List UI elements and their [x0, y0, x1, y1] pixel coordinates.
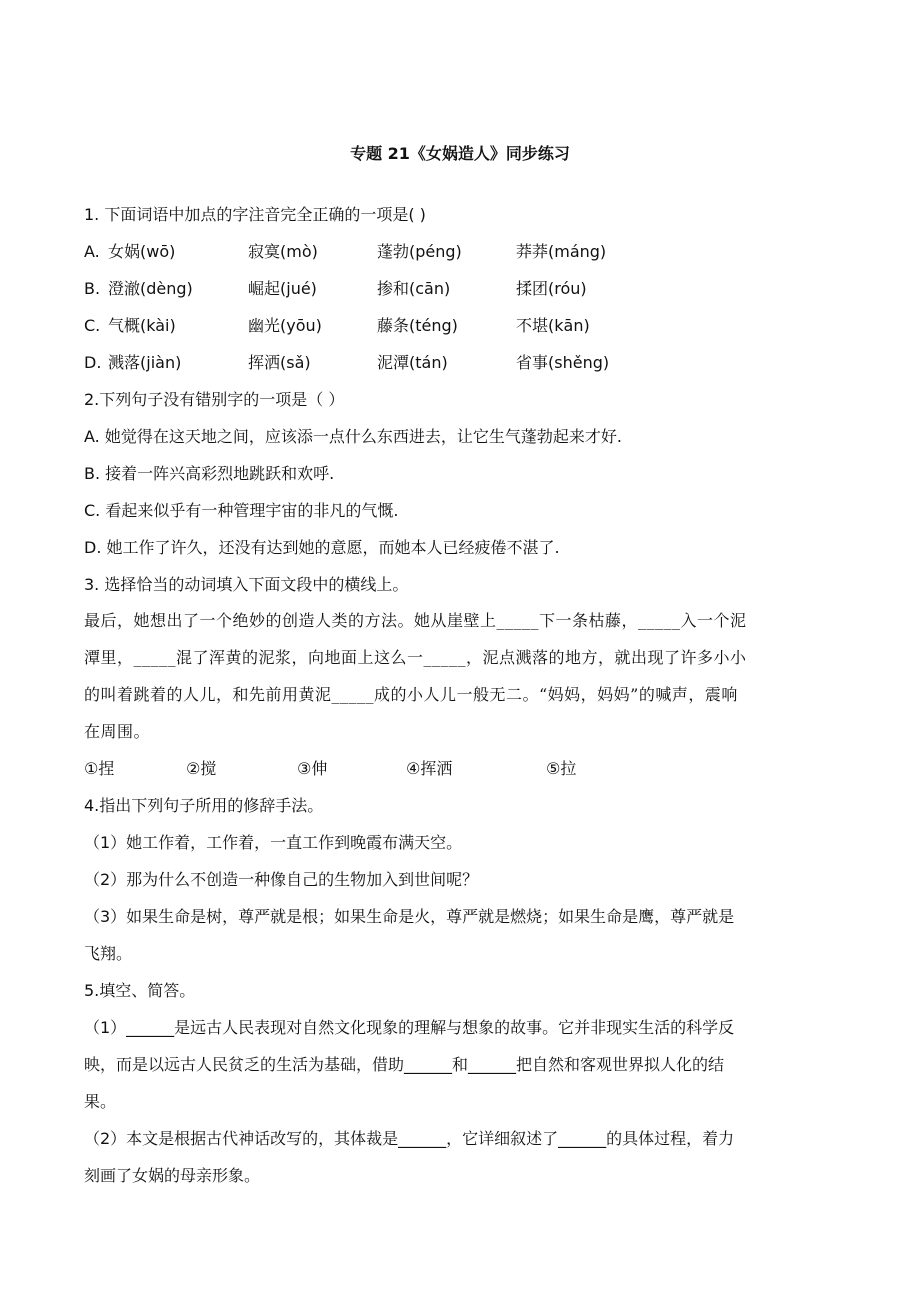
q1-c-item-4: 不堪(kān) [516, 316, 590, 335]
q5-item-1-line-3: 果。 [84, 1092, 117, 1111]
q3-paragraph-line-4: 在周围。 [84, 722, 151, 741]
q1-b-item-2: 崛起(jué) [248, 279, 317, 298]
q4-item-1: （1）她工作着，工作着，一直工作到晚霞布满天空。 [84, 833, 463, 852]
q1-d-item-4: 省事(shěng) [516, 353, 610, 372]
q1-a-item-3: 蓬勃(péng) [377, 242, 462, 261]
q2-option-c: C. 看起来似乎有一种管理宇宙的非凡的气慨. [84, 501, 399, 520]
question-3-stem: 3. 选择恰当的动词填入下面文段中的横线上。 [84, 575, 409, 594]
q2-option-d: D. 她工作了许久，还没有达到她的意愿，而她本人已经疲倦不湛了. [84, 538, 560, 557]
q3-choice-3: ③伸 [297, 759, 328, 778]
q1-option-d-label: D. [84, 353, 102, 372]
question-4-stem: 4.指出下列句子所用的修辞手法。 [84, 796, 324, 815]
q2-option-b: B. 接着一阵兴高彩烈地跳跃和欢呼. [84, 464, 335, 483]
question-5-stem: 5.填空、简答。 [84, 981, 196, 1000]
q2-option-a: A. 她觉得在这天地之间，应该添一点什么东西进去，让它生气蓬勃起来才好. [84, 427, 622, 446]
q3-paragraph-line-1: 最后，她想出了一个绝妙的创造人类的方法。她从崖壁上_____下一条枯藤，_____入一个泥 [84, 611, 747, 630]
question-2-stem: 2.下列句子没有错别字的一项是（ ） [84, 390, 345, 409]
q1-d-item-2: 挥洒(sǎ) [248, 353, 311, 372]
q1-d-item-3: 泥潭(tán) [377, 353, 448, 372]
q1-option-b-label: B. [84, 279, 101, 298]
q1-d-item-1: 溅落(jiàn) [108, 353, 182, 372]
page-title: 专题 21《女娲造人》同步练习 [350, 144, 570, 163]
q1-c-item-1: 气概(kài) [108, 316, 176, 335]
q5-item-2-line-2: 刻画了女娲的母亲形象。 [84, 1166, 261, 1185]
q5-item-1-line-1: （1）______是远古人民表现对自然文化现象的理解与想象的故事。它并非现实生活的科学反 [84, 1018, 735, 1037]
q4-item-2: （2）那为什么不创造一种像自己的生物加入到世间呢？ [84, 870, 479, 889]
q4-item-3-line-1: （3）如果生命是树，尊严就是根；如果生命是火，尊严就是燃烧；如果生命是鹰，尊严就是 [84, 907, 735, 926]
q1-option-c-label: C. [84, 316, 101, 335]
q3-choice-2: ②搅 [186, 759, 217, 778]
q1-b-item-4: 揉团(róu) [516, 279, 587, 298]
q1-c-item-3: 藤条(téng) [377, 316, 458, 335]
question-1-stem: 1. 下面词语中加点的字注音完全正确的一项是( ) [84, 205, 426, 224]
q5-item-2-line-1: （2）本文是根据古代神话改写的，其体裁是______，它详细叙述了______的具体过程，着力 [84, 1129, 735, 1148]
q1-option-a-label: A. [84, 242, 100, 261]
q1-b-item-1: 澄澈(dèng) [108, 279, 193, 298]
q3-choice-5: ⑤拉 [546, 759, 577, 778]
q1-c-item-2: 幽光(yōu) [248, 316, 322, 335]
q4-item-3-line-2: 飞翔。 [84, 944, 133, 963]
q3-paragraph-line-3: 的叫着跳着的人儿，和先前用黄泥_____成的小人儿一般无二。“妈妈，妈妈”的喊声，震响 [84, 685, 738, 704]
q5-item-1-line-2: 映，而是以远古人民贫乏的生活为基础，借助______和______把自然和客观世界拟人化的结 [84, 1055, 725, 1074]
q1-b-item-3: 掺和(cān) [377, 279, 451, 298]
q3-choice-1: ①捏 [84, 759, 115, 778]
q1-a-item-1: 女娲(wō) [108, 242, 176, 261]
q3-paragraph-line-2: 潭里，_____混了浑黄的泥浆，向地面上这么一_____，泥点溅落的地方，就出现了许多小小 [84, 648, 747, 667]
q1-a-item-4: 莽莽(máng) [516, 242, 607, 261]
q1-a-item-2: 寂寞(mò) [248, 242, 318, 261]
q3-choice-4: ④挥洒 [406, 759, 453, 778]
